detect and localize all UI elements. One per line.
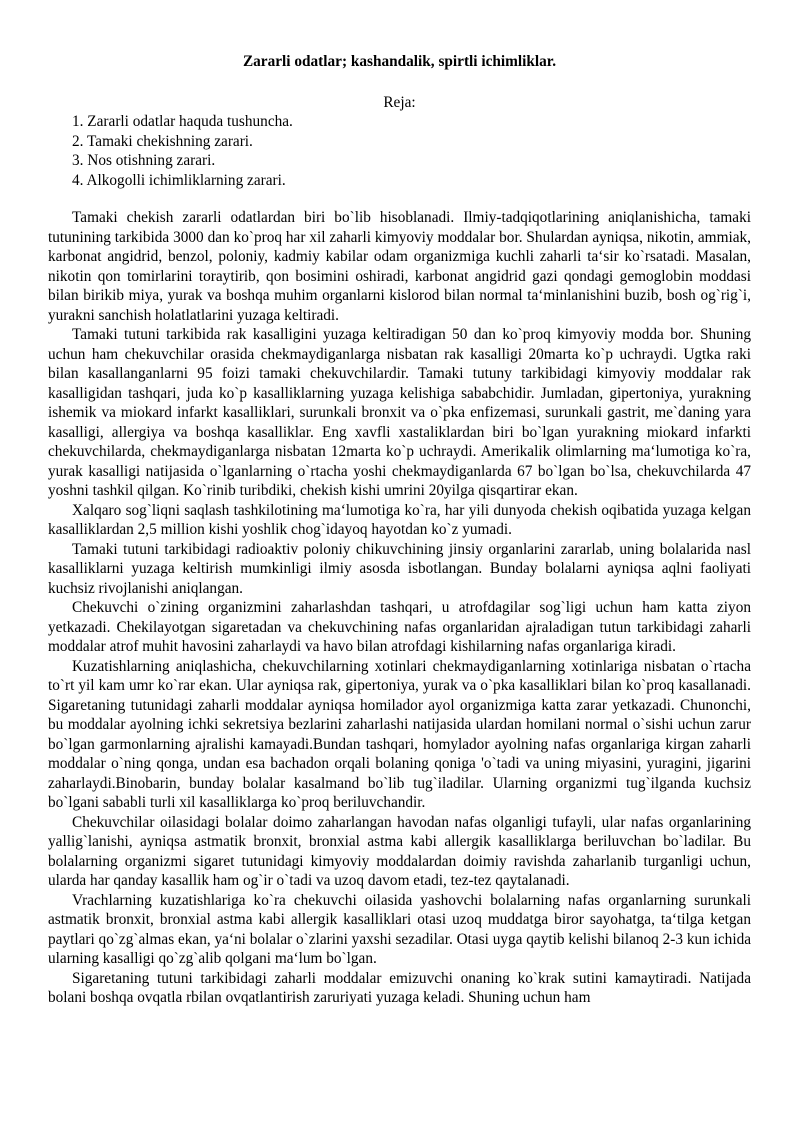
paragraph: Tamaki chekish zararli odatlardan biri bo`lib hisoblanadi. Ilmiy-tadqiqotlarining aniqlanishicha, tamaki tutunining tarkibida 3000 dan ko`proq har xil zaharli kimyoviy moddalar bor. Shulardan ayniqsa, nikotin, ammiak, karbonat angidrid, benzol, poloniy, kadmiy kabilar odam organizmiga kuchli zaharli ta‘sir ko`rsatadi. Masalan, nikotin qon tomirlarini toraytirib, qon bosimini oshiradi, karbonat angidrid gazi qondagi gemoglobin moddasi bilan birikib miya, yurak va boshqa muhim organlarni kislorod bilan normal ta‘minlanishini buzib, bosh og`rig`i, yurakni sanchish holatlatlarini yuzaga keltiradi. <box>48 209 751 324</box>
plan-list <box>72 112 751 190</box>
paragraph: Tamaki tutuni tarkibidagi radioaktiv poloniy chikuvchining jinsiy organlarini zararlab, uning bolalarida nasl kasalliklarni yuzaga keltirish mumkinligi ilmiy asosda isbotlangan. Bunday bolalarni ayniqsa aqlni faoliyati kuchsiz rivojlanishi aniqlangan. <box>48 540 751 597</box>
paragraph: Sigaretaning tutuni tarkibidagi zaharli moddalar emizuvchi onaning ko`krak sutini kamaytiradi. Natijada bolani boshqa ovqatla rbilan ovqatlantirish zaruriyati yuzaga keladi. Shuning uchun ham <box>48 969 751 1007</box>
paragraph: Chekuvchi o`zining organizmini zaharlashdan tashqari, u atrofdagilar sog`ligi uchun ham katta ziyon yetkazadi. Chekilayotgan sigaretadan va chekuvchining nafas organlaridan ajraladigan tutun tarkibidagi zaharli moddalar atrof muhit havosini zaharlaydi va havo bilan atrofdagi kishilarning nafas organlariga kiradi. <box>48 599 751 656</box>
plan-heading: Reja: <box>383 94 416 111</box>
plan-item: 1. Zararli odatlar haquda tushuncha. <box>72 113 293 130</box>
paragraph: Vrachlarning kuzatishlariga ko`ra chekuvchi oilasida yashovchi bolalarning nafas organlarning surunkali astmatik bronxit, bronxial astma kabi allergik kasalliklari otasi uzoq muddatga biror sayohatga, ta‘tilga ketgan paytlari qo`zg`almas ekan, ya‘ni bolalar o`zlarini yaxshi sezadilar. Otasi uyga qaytib kelishi bilanoq 2-3 kun ichida ularning kasalligi qo`zg`alib qolgani ma‘lum bo`lgan. <box>48 891 752 968</box>
plan-item: 4. Alkogolli ichimliklarning zarari. <box>72 171 286 189</box>
plan-item: 3. Nos otishning zarari. <box>72 152 216 170</box>
document-body <box>48 208 751 1008</box>
paragraph: Kuzatishlarning aniqlashicha, chekuvchilarning xotinlari chekmaydiganlarning xotinlariga nisbatan o`rtacha to`rt yil kam umr ko`rar ekan. Ular ayniqsa rak, gipertoniya, yurak va o`pka kasalliklari bilan ko`proq kasallanadi. Sigaretaning tutunidagi zaharli moddalar ayniqsa homilador ayol organizmiga katta zarar yetkazadi. Chunonchi, bu moddalar ayolning ichki sekretsiya bezlarini zaharlashi natijasida ulardan homilani normal o`sishi uchun zarur bo`lgan garmonlarning ajralishi kamayadi.Bundan tashqari, homylador ayolning nafas organlariga kirgan zaharli moddalar o`ning qonga, undan esa bachadon orqali bolaning qoniga 'o`tadi va uning miyasini, yuragini, jigarini zaharlaydi.Binobarin, bunday bolalar kasalmand bo`lib tug`iladilar. Ularning organizmi tug`ilganda kuchsiz bo`lgani sababli turli xil kasalliklarga ko`proq beriluvchandir. <box>48 657 751 812</box>
plan-item: 2. Tamaki chekishning zarari. <box>72 132 253 150</box>
document-page <box>48 52 751 1008</box>
paragraph: Chekuvchilar oilasidagi bolalar doimo zaharlangan havodan nafas olganligi tufayli, ular nafas organlarining yallig`lanishi, ayniqsa astmatik bronxit, bronxial astma kabi allergik kasalliklarga beriluvchan bo`ladilar. Bu bolalarning organizmi sigaret tutunidagi kimyoviy moddalardan doimiy ravishda zaharlanib turganligi uchun, ularda har qanday kasallik ham og`ir o`tadi va uzoq davom etadi, tez-tez qaytalanadi. <box>48 813 751 890</box>
document-title: Zararli odatlar; kashandalik, spirtli ichimliklar. <box>242 53 557 70</box>
paragraph: Xalqaro sog`liqni saqlash tashkilotining ma‘lumotiga ko`ra, har yili dunyoda chekish oqibatida yuzaga kelgan kasalliklardan 2,5 million kishi yoshlik chog`idayoq hayotdan ko`z yumadi. <box>48 501 751 539</box>
paragraph: Tamaki tutuni tarkibida rak kasalligini yuzaga keltiradigan 50 dan ko`proq kimyoviy modda bor. Shuning uchun ham chekuvchilar orasida chekmaydiganlarga nisbatan rak kasalligi 20marta ko`p uchraydi. Ugtka raki bilan kasallanganlarni 95 foizi tamaki chekuvchilardir. Tamaki tutuny tarkibidagi kimyoviy moddalar rak kasalligidan tashqari, juda ko`p kasalliklarning yuzaga kelishiga sababchidir. Jumladan, gipertoniya, yurakning ishemik va miokard infarkt kasalliklari, surunkali bronxit va o`pka enfizemasi, surunkali gastrit, me`daning yara kasalligi, allergiya va boshqa kasalliklar. Eng xavfli xastaliklardan biri bo`lgan yurakning miokard infarkti chekuvchilarda, chekmaydiganlarga nisbatan 12marta ko`p uchraydi. Amerikalik olimlarning ma‘lumotiga ko`ra, yurak kasalligi natijasida o`lganlarning o`rtacha yoshi chekmaydiganlarda 67 bo`lgan bo`lsa, chekuvchilarda 47 yoshni tashkil qilgan. Ko`rinib turibdiki, chekish kishi umrini 20yilga qisqartirar ekan. <box>48 326 751 500</box>
